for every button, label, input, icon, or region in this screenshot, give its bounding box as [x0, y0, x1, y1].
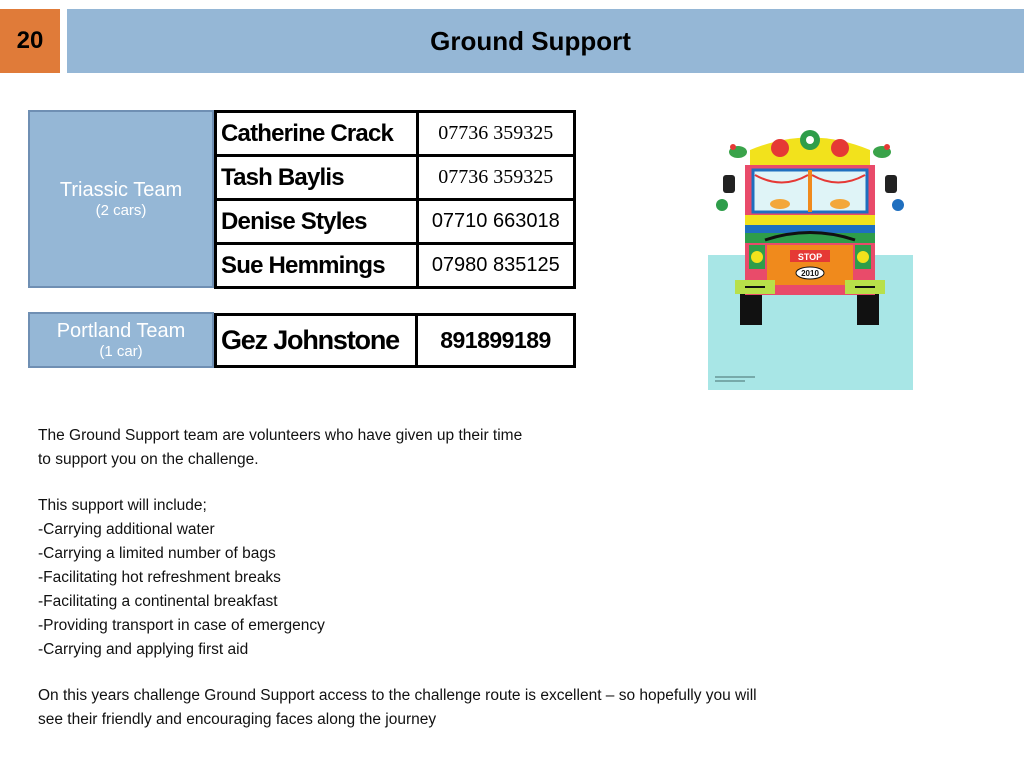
table-row — [216, 156, 575, 200]
decorated-bus-illustration — [705, 130, 915, 390]
team-cars: (2 cars) — [95, 202, 147, 219]
table-row — [216, 112, 575, 156]
contact-name: Gez Johnstone — [216, 315, 417, 367]
team-name: Portland Team — [56, 320, 186, 342]
intro-line: The Ground Support team are volunteers who have given up their time — [38, 427, 523, 444]
triassic-contacts-table — [214, 110, 576, 289]
list-item: -Providing transport in case of emergency — [38, 617, 325, 634]
contact-phone: 07736 359325 — [417, 112, 574, 156]
list-item: -Carrying additional water — [38, 521, 215, 538]
title-bar — [67, 9, 1024, 73]
team-cars: (1 car) — [99, 343, 143, 360]
contact-name: Catherine Crack — [216, 112, 418, 156]
intro-line: to support you on the challenge. — [38, 451, 259, 468]
list-item: -Carrying a limited number of bags — [38, 545, 276, 562]
table-row — [216, 200, 575, 244]
closing-line: On this years challenge Ground Support access to the challenge route is excellent – so hopefully you will — [38, 687, 757, 704]
contact-phone: 07736 359325 — [417, 156, 574, 200]
bus-stop-sign: STOP — [797, 252, 823, 262]
team-box-portland — [28, 312, 214, 368]
table-row — [216, 244, 575, 288]
contact-phone: 07710 663018 — [417, 200, 574, 244]
slide-number — [0, 9, 60, 73]
contact-phone: 891899189 — [417, 315, 575, 367]
portland-contacts-table — [214, 313, 576, 368]
slide-number-text: 20 — [16, 27, 44, 54]
contact-name: Denise Styles — [216, 200, 418, 244]
include-heading: This support will include; — [38, 497, 207, 514]
contact-name: Sue Hemmings — [216, 244, 418, 288]
bus-image — [705, 130, 915, 390]
table-row — [216, 315, 575, 367]
contact-phone: 07980 835125 — [417, 244, 574, 288]
list-item: -Facilitating hot refreshment breaks — [38, 569, 281, 586]
closing-line: see their friendly and encouraging faces along the journey — [38, 711, 437, 728]
page-title: Ground Support — [430, 25, 631, 56]
bus-plate: 2010 — [801, 269, 819, 278]
list-item: -Carrying and applying first aid — [38, 641, 249, 658]
team-name: Triassic Team — [59, 179, 183, 201]
list-item: -Facilitating a continental breakfast — [38, 593, 278, 610]
team-box-triassic — [28, 110, 214, 288]
body-text — [38, 424, 938, 732]
contact-name: Tash Baylis — [216, 156, 418, 200]
